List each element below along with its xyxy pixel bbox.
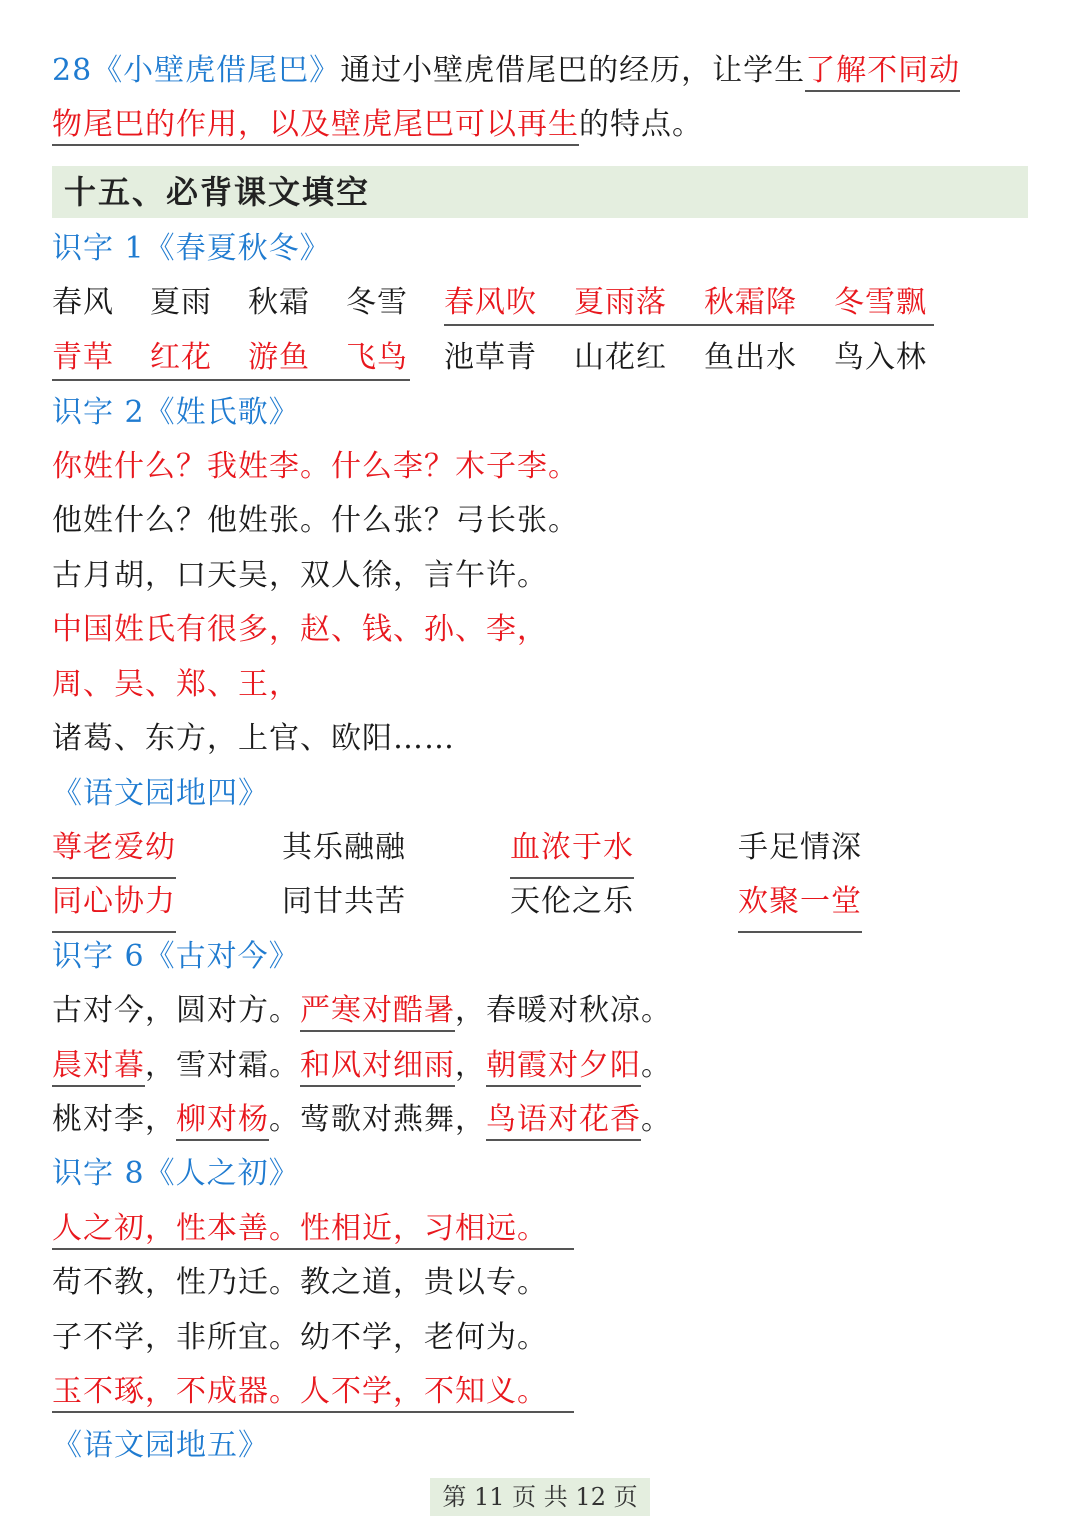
s1-r1-c1: 春风 — [52, 285, 114, 320]
s1-r2-c2: 红花 — [150, 340, 212, 375]
s1-r1-c5: 春风吹 — [444, 285, 537, 320]
section-heading: 十五、必背课文填空 — [52, 166, 1028, 218]
s1-r2-c1: 青草 — [52, 340, 114, 375]
s2-line-1: 你姓什么？我姓李。什么李？木子李。 — [52, 449, 579, 484]
s4-line-1 — [52, 984, 672, 1038]
s1-r1-c6: 夏雨落 — [574, 285, 667, 320]
s2-line-2: 他姓什么？他姓张。什么张？弓长张。 — [52, 503, 579, 538]
s1-r2-c3: 游鱼 — [248, 340, 310, 375]
s1-r2-c4: 飞鸟 — [346, 340, 408, 375]
s3-row-1 — [52, 821, 952, 875]
s3-r2-c4: 欢聚一堂 — [738, 875, 862, 933]
s3-title: 《语文园地四》 — [52, 776, 269, 811]
lesson-title: 《小壁虎借尾巴》 — [92, 53, 341, 88]
s1-row2-underline — [52, 379, 410, 381]
s2-title: 识字 2《姓氏歌》 — [52, 395, 300, 430]
s4-l1-text-c: ，春暖对秋凉。 — [455, 993, 672, 1028]
s5-title: 识字 8《人之初》 — [52, 1156, 300, 1191]
s2-line-5: 周、吴、郑、王， — [52, 667, 300, 702]
s4-title: 识字 6《古对今》 — [52, 939, 300, 974]
s3-r1-c4: 手足情深 — [738, 830, 862, 865]
s5-line1-underline — [52, 1248, 574, 1250]
s1-r1-c8: 冬雪飘 — [834, 285, 927, 320]
s3-r2-c2: 同甘共苦 — [282, 884, 406, 919]
s1-r1-c2: 夏雨 — [150, 285, 212, 320]
intro-highlight-1: 了解不同动 — [805, 53, 960, 92]
intro-highlight-2: 物尾巴的作用，以及壁虎尾巴可以再生 — [52, 107, 579, 146]
s1-r2-c5: 池草青 — [444, 340, 537, 375]
s4-l1-highlight: 严寒对酷暑 — [300, 993, 455, 1032]
intro-line-2 — [52, 98, 703, 152]
s3-r1-c3: 血浓于水 — [510, 821, 634, 879]
s3-row-2 — [52, 875, 952, 929]
s2-line-4: 中国姓氏有很多，赵、钱、孙、李， — [52, 612, 548, 647]
s5-line-2: 苟不教，性乃迁。教之道，贵以专。 — [52, 1265, 548, 1300]
s4-l3-text-c: 。莺歌对燕舞， — [269, 1102, 486, 1137]
s4-l2-text-f: 。 — [641, 1048, 672, 1083]
s1-r2-c8: 鸟入林 — [834, 340, 927, 375]
s4-l3-highlight-d: 鸟语对花香 — [486, 1102, 641, 1141]
s2-line-6: 诸葛、东方，上官、欧阳…… — [52, 721, 455, 756]
s5-line-3: 子不学，非所宜。幼不学，老何为。 — [52, 1320, 548, 1355]
s4-l3-highlight-b: 柳对杨 — [176, 1102, 269, 1141]
intro-end: 的特点。 — [579, 107, 703, 142]
s2-line-3: 古月胡，口天吴，双人徐，言午许。 — [52, 558, 548, 593]
s4-l2-highlight-c: 和风对细雨 — [300, 1048, 455, 1087]
s5-line-1: 人之初，性本善。性相近，习相远。 — [52, 1211, 548, 1246]
s1-row1-underline — [444, 324, 934, 326]
intro-line-1 — [52, 44, 960, 98]
s1-r2-c7: 鱼出水 — [704, 340, 797, 375]
s5-line-4: 玉不琢，不成器。人不学，不知义。 — [52, 1374, 548, 1409]
s4-l2-highlight-a: 晨对暮 — [52, 1048, 145, 1087]
s3-r2-c1: 同心协力 — [52, 875, 176, 933]
s3-r1-c1: 尊老爱幼 — [52, 821, 176, 879]
s6-title: 《语文园地五》 — [52, 1428, 269, 1463]
s1-r1-c7: 秋霜降 — [704, 285, 797, 320]
s4-l2-text-d: ， — [455, 1048, 486, 1083]
s4-l2-highlight-e: 朝霞对夕阳 — [486, 1048, 641, 1087]
s3-r1-c2: 其乐融融 — [282, 830, 406, 865]
s1-title: 识字 1《春夏秋冬》 — [52, 231, 331, 266]
s4-l3-text-a: 桃对李， — [52, 1102, 176, 1137]
s1-r2-c6: 山花红 — [574, 340, 667, 375]
s4-l2-text-b: ，雪对霜。 — [145, 1048, 300, 1083]
s3-r2-c3: 天伦之乐 — [510, 884, 634, 919]
s5-line4-underline — [52, 1411, 574, 1413]
s1-r1-c3: 秋霜 — [248, 285, 310, 320]
s1-row-1 — [52, 276, 1012, 330]
page-number: 第 11 页 共 12 页 — [430, 1478, 650, 1516]
s4-l3-text-e: 。 — [641, 1102, 672, 1137]
s4-line-2 — [52, 1039, 672, 1093]
s4-line-3 — [52, 1093, 672, 1147]
s1-row-2 — [52, 331, 1012, 385]
lesson-number: 28 — [52, 53, 93, 88]
intro-text: 通过小壁虎借尾巴的经历，让学生 — [340, 53, 806, 88]
s4-l1-text-a: 古对今，圆对方。 — [52, 993, 300, 1028]
s1-r1-c4: 冬雪 — [346, 285, 408, 320]
